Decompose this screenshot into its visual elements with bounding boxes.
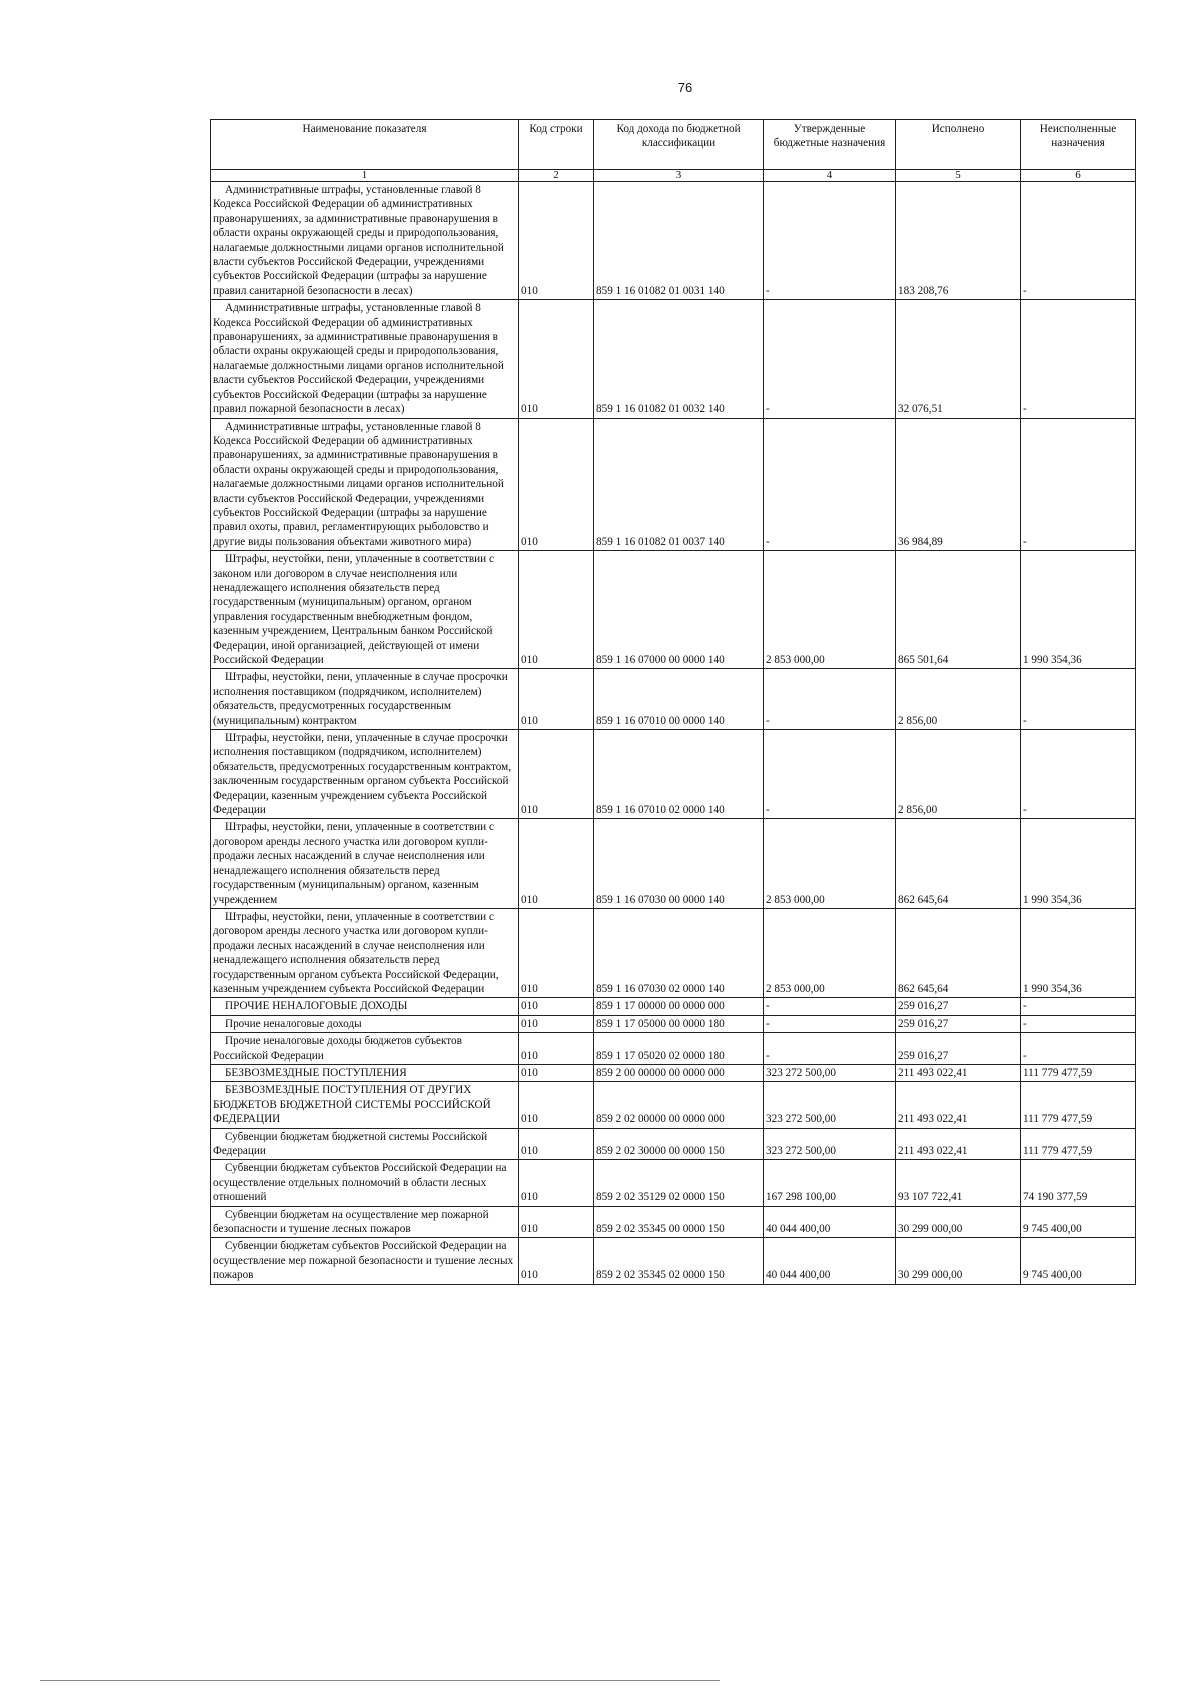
- executed-amount: 183 208,76: [896, 182, 1021, 300]
- approved-amount: -: [764, 182, 896, 300]
- line-code: 010: [519, 418, 594, 551]
- approved-amount: 323 272 500,00: [764, 1128, 896, 1160]
- executed-amount: 211 493 022,41: [896, 1128, 1021, 1160]
- line-code: 010: [519, 1206, 594, 1238]
- table-row: [211, 1064, 1136, 1081]
- approved-amount: 2 853 000,00: [764, 551, 896, 669]
- approved-amount: 2 853 000,00: [764, 908, 896, 997]
- approved-amount: -: [764, 1015, 896, 1032]
- unexecuted-amount: -: [1021, 998, 1136, 1015]
- unexecuted-amount: 1 990 354,36: [1021, 908, 1136, 997]
- table-row: [211, 669, 1136, 730]
- income-code: 859 1 16 07030 00 0000 140: [594, 819, 764, 908]
- header-executed: Исполнено: [896, 120, 1021, 170]
- page-number: 76: [677, 80, 693, 95]
- unexecuted-amount: -: [1021, 1033, 1136, 1065]
- header-indicator-name: Наименование показателя: [211, 120, 519, 170]
- indicator-name: Субвенции бюджетам субъектов Российской Федерации на осуществление отдельных полномочий в области лесных отношений: [211, 1160, 519, 1206]
- indicator-name: Административные штрафы, установленные главой 8 Кодекса Российской Федерации об административных правонарушениях, за административные правонарушения в области охраны окружающей среды и природопользования, налагаемые должностными лицами органов исполнительной власти субъектов Российской Федерации, учреждениями субъектов Российской Федерации (штрафы за нарушение правил охоты, правил, регламентирующих рыболовство и другие виды пользования объектами животного мира): [211, 418, 519, 551]
- income-code: 859 2 02 00000 00 0000 000: [594, 1082, 764, 1128]
- income-code: 859 1 16 07010 00 0000 140: [594, 669, 764, 730]
- indicator-name: Штрафы, неустойки, пени, уплаченные в соответствии с законом или договором в случае неисполнения или ненадлежащего исполнения обязательств перед государственным (муниципальным) органом, органом управления государственным внебюджетным фондом, казенным учреждением, Центральным банком Российской Федерации, иной организацией, действующей от имени Российской Федерации: [211, 551, 519, 669]
- income-code: 859 1 17 05020 02 0000 180: [594, 1033, 764, 1065]
- line-code: 010: [519, 182, 594, 300]
- indicator-name: Административные штрафы, установленные главой 8 Кодекса Российской Федерации об административных правонарушениях, за административные правонарушения в области охраны окружающей среды и природопользования, налагаемые должностными лицами органов исполнительной власти субъектов Российской Федерации, учреждениями субъектов Российской Федерации (штрафы за нарушение правил пожарной безопасности в лесах): [211, 300, 519, 418]
- executed-amount: 32 076,51: [896, 300, 1021, 418]
- income-code: 859 2 02 35345 00 0000 150: [594, 1206, 764, 1238]
- column-number-row: [211, 170, 1136, 182]
- executed-amount: 211 493 022,41: [896, 1082, 1021, 1128]
- line-code: 010: [519, 669, 594, 730]
- unexecuted-amount: -: [1021, 730, 1136, 819]
- header-line-code: Код строки: [519, 120, 594, 170]
- approved-amount: 323 272 500,00: [764, 1082, 896, 1128]
- line-code: 010: [519, 998, 594, 1015]
- income-code: 859 2 02 35345 02 0000 150: [594, 1238, 764, 1284]
- executed-amount: 30 299 000,00: [896, 1238, 1021, 1284]
- column-number: 1: [211, 170, 519, 182]
- indicator-name: БЕЗВОЗМЕЗДНЫЕ ПОСТУПЛЕНИЯ ОТ ДРУГИХ БЮДЖЕТОВ БЮДЖЕТНОЙ СИСТЕМЫ РОССИЙСКОЙ ФЕДЕРАЦИИ: [211, 1082, 519, 1128]
- indicator-name: Административные штрафы, установленные главой 8 Кодекса Российской Федерации об административных правонарушениях, за административные правонарушения в области охраны окружающей среды и природопользования, налагаемые должностными лицами органов исполнительной власти субъектов Российской Федерации, учреждениями субъектов Российской Федерации (штрафы за нарушение правил санитарной безопасности в лесах): [211, 182, 519, 300]
- table-row: [211, 998, 1136, 1015]
- column-number: 4: [764, 170, 896, 182]
- executed-amount: 862 645,64: [896, 819, 1021, 908]
- indicator-name: Субвенции бюджетам субъектов Российской Федерации на осуществление мер пожарной безопасности и тушение лесных пожаров: [211, 1238, 519, 1284]
- header-income-code: Код дохода по бюджетной классификации: [594, 120, 764, 170]
- scan-edge-line: [40, 1680, 720, 1681]
- income-code: 859 1 16 01082 01 0037 140: [594, 418, 764, 551]
- approved-amount: 167 298 100,00: [764, 1160, 896, 1206]
- header-unexecuted: Неисполненные назначения: [1021, 120, 1136, 170]
- indicator-name: Прочие неналоговые доходы бюджетов субъектов Российской Федерации: [211, 1033, 519, 1065]
- unexecuted-amount: 111 779 477,59: [1021, 1128, 1136, 1160]
- executed-amount: 211 493 022,41: [896, 1064, 1021, 1081]
- column-number: 2: [519, 170, 594, 182]
- column-number: 6: [1021, 170, 1136, 182]
- unexecuted-amount: 74 190 377,59: [1021, 1160, 1136, 1206]
- executed-amount: 865 501,64: [896, 551, 1021, 669]
- unexecuted-amount: -: [1021, 1015, 1136, 1032]
- unexecuted-amount: 9 745 400,00: [1021, 1206, 1136, 1238]
- indicator-name: Прочие неналоговые доходы: [211, 1015, 519, 1032]
- indicator-name: Штрафы, неустойки, пени, уплаченные в случае просрочки исполнения поставщиком (подрядчиком, исполнителем) обязательств, предусмотренных государственным контрактом, заключенным государственным органом субъекта Российской Федерации, казенным учреждением субъекта Российской Федерации: [211, 730, 519, 819]
- approved-amount: -: [764, 1033, 896, 1065]
- income-code: 859 1 17 00000 00 0000 000: [594, 998, 764, 1015]
- indicator-name: Штрафы, неустойки, пени, уплаченные в соответствии с договором аренды лесного участка или договором купли-продажи лесных насаждений в случае неисполнения или ненадлежащего исполнения обязательств перед государственным органом субъекта Российской Федерации, казенным учреждением субъекта Российской Федерации: [211, 908, 519, 997]
- line-code: 010: [519, 730, 594, 819]
- table-row: [211, 1160, 1136, 1206]
- income-code: 859 2 02 35129 02 0000 150: [594, 1160, 764, 1206]
- table-row: [211, 1015, 1136, 1032]
- approved-amount: -: [764, 998, 896, 1015]
- line-code: 010: [519, 1064, 594, 1081]
- approved-amount: 40 044 400,00: [764, 1206, 896, 1238]
- line-code: 010: [519, 1128, 594, 1160]
- approved-amount: 2 853 000,00: [764, 819, 896, 908]
- table-row: [211, 908, 1136, 997]
- indicator-name: Субвенции бюджетам на осуществление мер пожарной безопасности и тушение лесных пожаров: [211, 1206, 519, 1238]
- approved-amount: 40 044 400,00: [764, 1238, 896, 1284]
- unexecuted-amount: -: [1021, 300, 1136, 418]
- executed-amount: 2 856,00: [896, 669, 1021, 730]
- executed-amount: 36 984,89: [896, 418, 1021, 551]
- approved-amount: 323 272 500,00: [764, 1064, 896, 1081]
- indicator-name: БЕЗВОЗМЕЗДНЫЕ ПОСТУПЛЕНИЯ: [211, 1064, 519, 1081]
- table-row: [211, 182, 1136, 300]
- column-number: 5: [896, 170, 1021, 182]
- line-code: 010: [519, 1238, 594, 1284]
- income-code: 859 1 16 07010 02 0000 140: [594, 730, 764, 819]
- approved-amount: -: [764, 730, 896, 819]
- unexecuted-amount: 111 779 477,59: [1021, 1082, 1136, 1128]
- line-code: 010: [519, 819, 594, 908]
- executed-amount: 93 107 722,41: [896, 1160, 1021, 1206]
- approved-amount: -: [764, 418, 896, 551]
- executed-amount: 862 645,64: [896, 908, 1021, 997]
- executed-amount: 259 016,27: [896, 1015, 1021, 1032]
- income-code: 859 1 17 05000 00 0000 180: [594, 1015, 764, 1032]
- table-row: [211, 1238, 1136, 1284]
- unexecuted-amount: -: [1021, 182, 1136, 300]
- table-row: [211, 551, 1136, 669]
- table-row: [211, 300, 1136, 418]
- income-code: 859 2 00 00000 00 0000 000: [594, 1064, 764, 1081]
- header-row: [211, 120, 1136, 170]
- table-row: [211, 1128, 1136, 1160]
- executed-amount: 259 016,27: [896, 998, 1021, 1015]
- income-code: 859 1 16 07030 02 0000 140: [594, 908, 764, 997]
- approved-amount: -: [764, 300, 896, 418]
- indicator-name: Штрафы, неустойки, пени, уплаченные в случае просрочки исполнения поставщиком (подрядчиком, исполнителем) обязательств, предусмотренных государственным (муниципальным) контрактом: [211, 669, 519, 730]
- income-code: 859 2 02 30000 00 0000 150: [594, 1128, 764, 1160]
- budget-income-table: [210, 119, 1136, 1285]
- line-code: 010: [519, 1033, 594, 1065]
- unexecuted-amount: 111 779 477,59: [1021, 1064, 1136, 1081]
- unexecuted-amount: 1 990 354,36: [1021, 551, 1136, 669]
- unexecuted-amount: -: [1021, 418, 1136, 551]
- table-row: [211, 1082, 1136, 1128]
- line-code: 010: [519, 551, 594, 669]
- line-code: 010: [519, 1160, 594, 1206]
- executed-amount: 30 299 000,00: [896, 1206, 1021, 1238]
- column-number: 3: [594, 170, 764, 182]
- unexecuted-amount: 1 990 354,36: [1021, 819, 1136, 908]
- table-row: [211, 730, 1136, 819]
- table-row: [211, 1206, 1136, 1238]
- income-code: 859 1 16 07000 00 0000 140: [594, 551, 764, 669]
- income-code: 859 1 16 01082 01 0032 140: [594, 300, 764, 418]
- unexecuted-amount: -: [1021, 669, 1136, 730]
- line-code: 010: [519, 1082, 594, 1128]
- indicator-name: ПРОЧИЕ НЕНАЛОГОВЫЕ ДОХОДЫ: [211, 998, 519, 1015]
- table-row: [211, 819, 1136, 908]
- indicator-name: Субвенции бюджетам бюджетной системы Российской Федерации: [211, 1128, 519, 1160]
- unexecuted-amount: 9 745 400,00: [1021, 1238, 1136, 1284]
- indicator-name: Штрафы, неустойки, пени, уплаченные в соответствии с договором аренды лесного участка или договором купли-продажи лесных насаждений в случае неисполнения или ненадлежащего исполнения обязательств перед государственным (муниципальным) органом, казенным учреждением: [211, 819, 519, 908]
- approved-amount: -: [764, 669, 896, 730]
- line-code: 010: [519, 300, 594, 418]
- executed-amount: 2 856,00: [896, 730, 1021, 819]
- income-code: 859 1 16 01082 01 0031 140: [594, 182, 764, 300]
- line-code: 010: [519, 908, 594, 997]
- table-row: [211, 1033, 1136, 1065]
- table-row: [211, 418, 1136, 551]
- header-approved: Утвержденные бюджетные назначения: [764, 120, 896, 170]
- executed-amount: 259 016,27: [896, 1033, 1021, 1065]
- line-code: 010: [519, 1015, 594, 1032]
